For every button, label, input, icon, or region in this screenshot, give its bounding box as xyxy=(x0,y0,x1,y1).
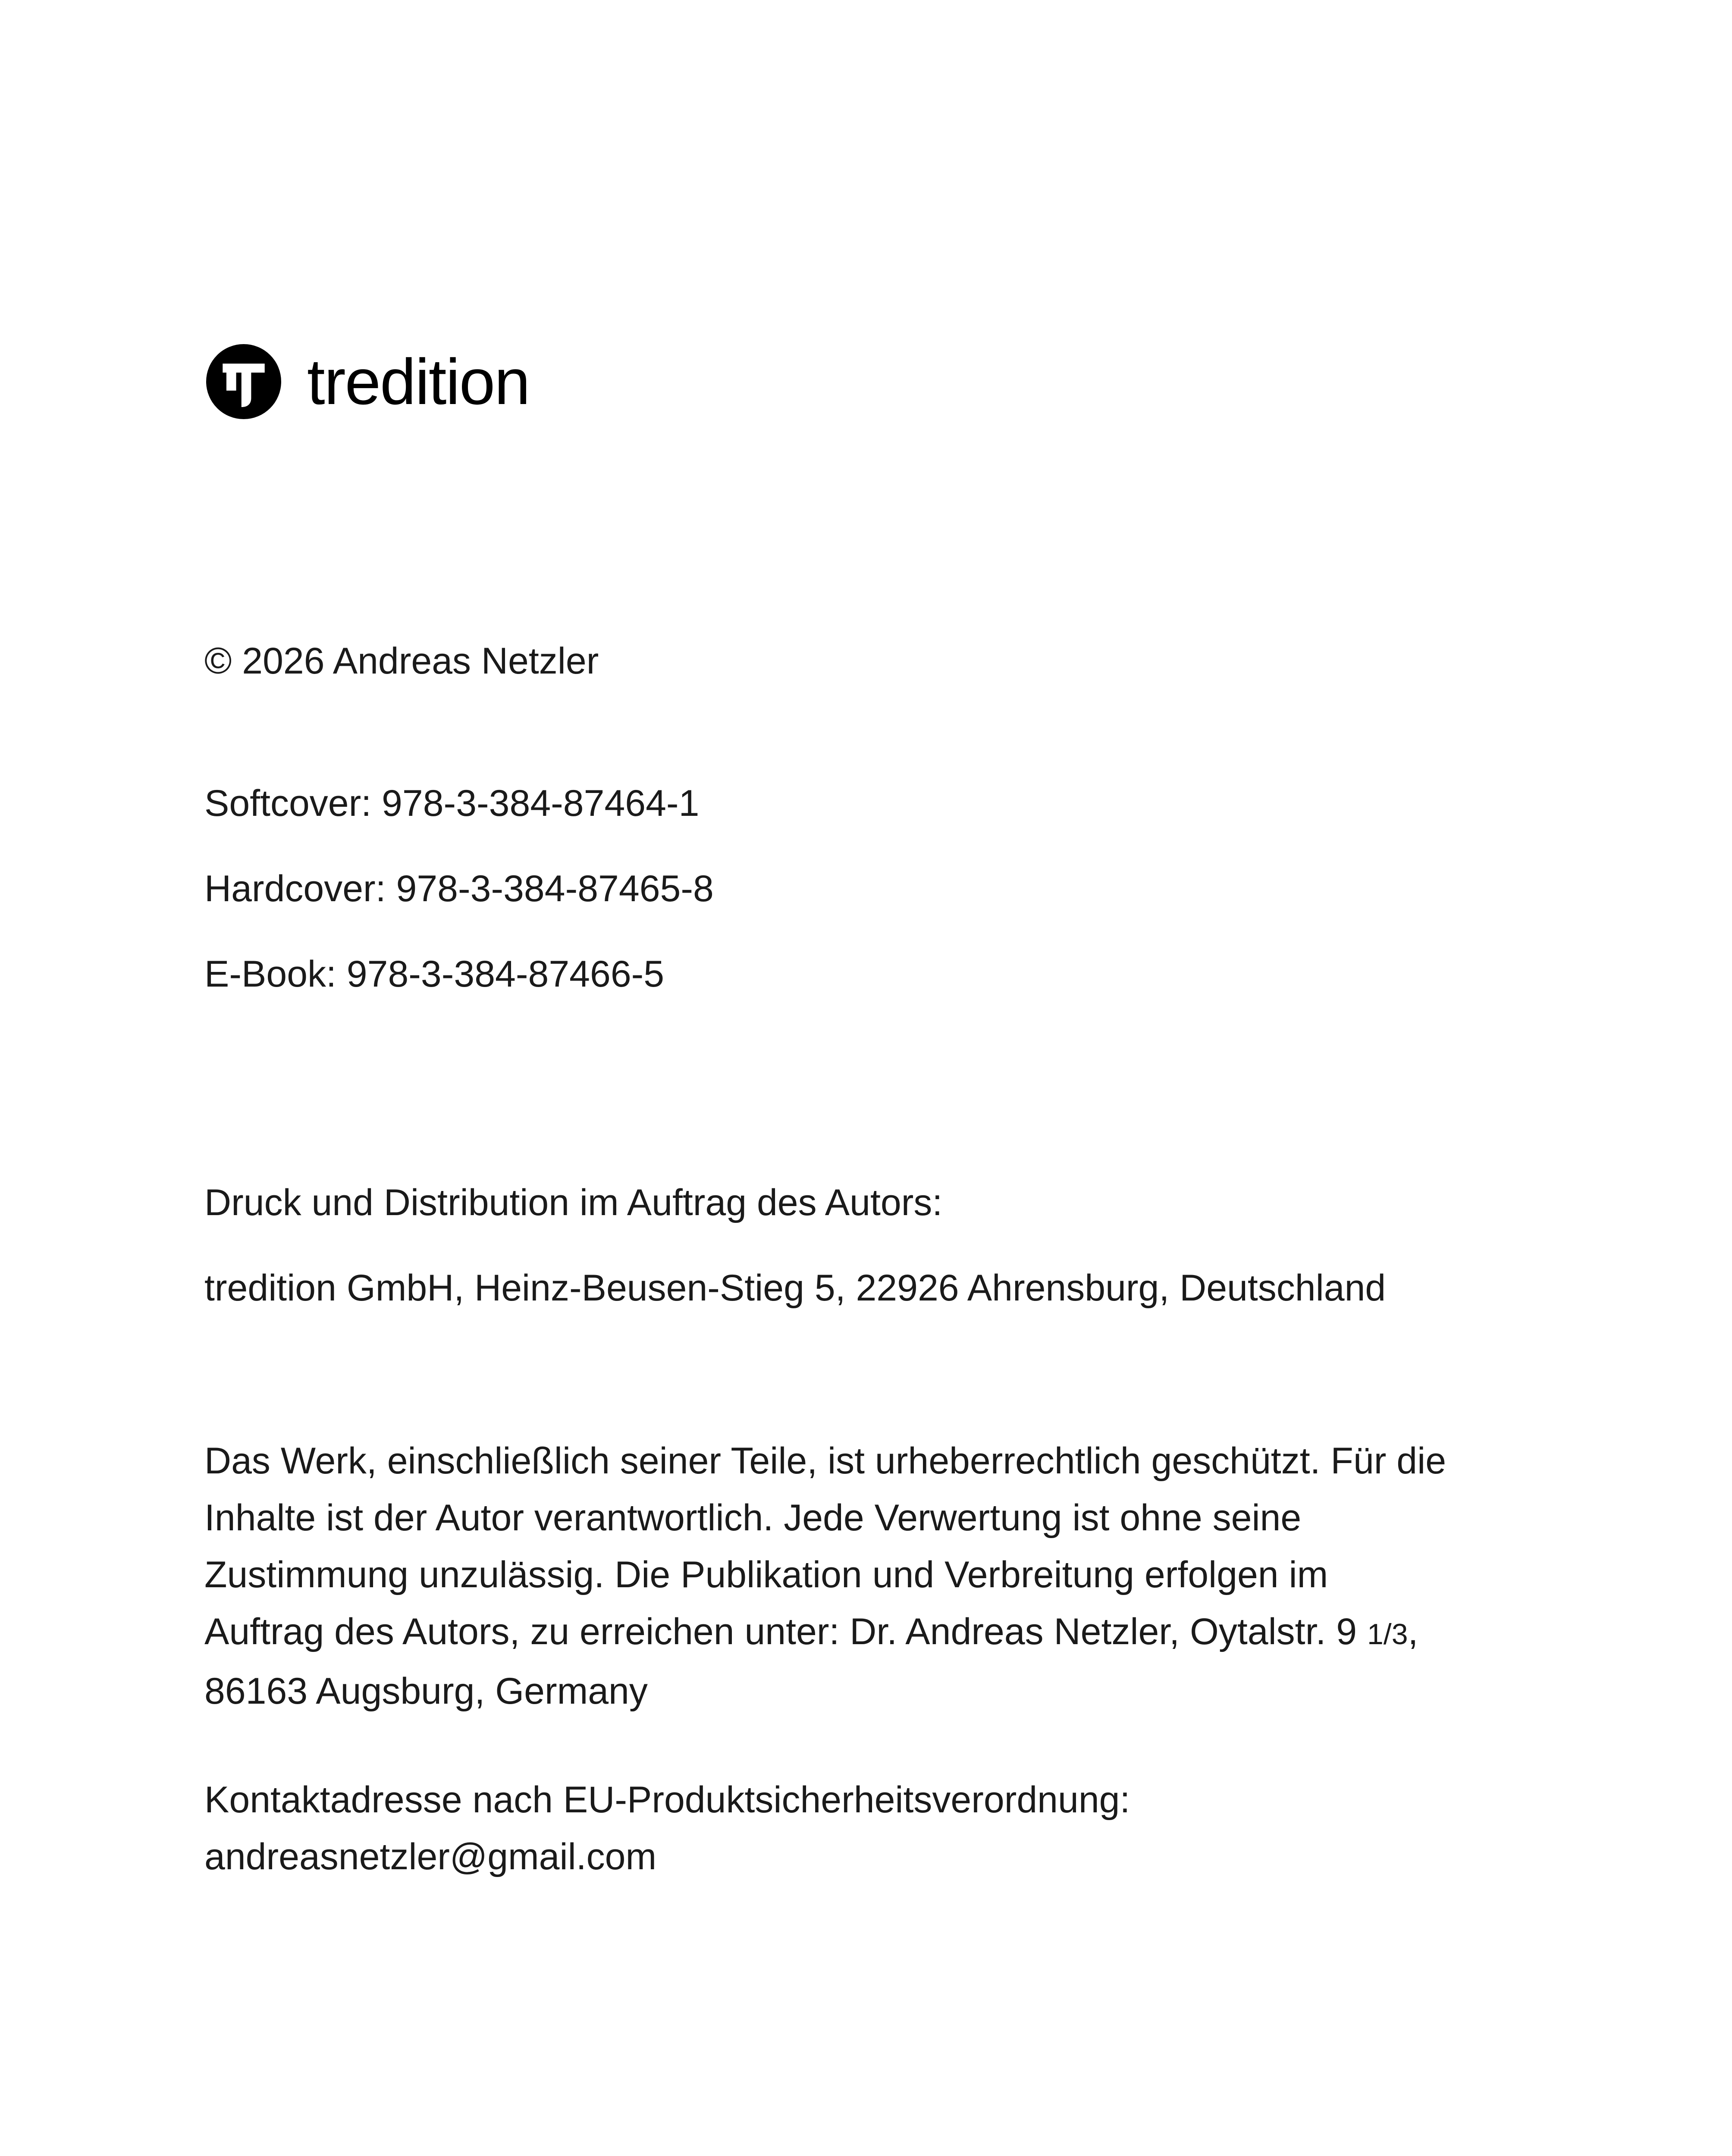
publisher-logo xyxy=(206,343,530,420)
legal-line xyxy=(204,1603,1585,1663)
isbn-hardcover: Hardcover: 978-3-384-87465-8 xyxy=(204,868,714,909)
contact-label: Kontaktadresse nach EU-Produktsicherheitsverordnung: xyxy=(204,1779,1130,1821)
distribution-address: tredition GmbH, Heinz-Beusen-Stieg 5, 22926 Ahrensburg, Deutschland xyxy=(204,1267,1386,1309)
legal-line-comma: , xyxy=(1408,1611,1418,1652)
legal-line: Das Werk, einschließlich seiner Teile, ist urheberrechtlich geschützt. Für die xyxy=(204,1440,1446,1482)
tredition-logo-icon xyxy=(206,344,281,419)
legal-line: 86163 Augsburg, Germany xyxy=(204,1670,648,1712)
isbn-ebook: E-Book: 978-3-384-87466-5 xyxy=(204,953,665,995)
isbn-softcover: Softcover: 978-3-384-87464-1 xyxy=(204,783,700,824)
logo-wordmark: tredition xyxy=(307,345,530,418)
legal-line-text: Auftrag des Autors, zu erreichen unter: Dr. Andreas Netzler, Oytalstr. 9 xyxy=(204,1611,1367,1652)
copyright-line: © 2026 Andreas Netzler xyxy=(204,640,599,682)
legal-line: Zustimmung unzulässig. Die Publikation und Verbreitung erfolgen im xyxy=(204,1554,1328,1595)
contact-email: andreasnetzler@gmail.com xyxy=(204,1836,657,1877)
contact-block xyxy=(204,1771,1585,1885)
legal-line: Inhalte ist der Autor verantwortlich. Jede Verwertung ist ohne seine xyxy=(204,1497,1302,1539)
house-number-fraction: 1/3 xyxy=(1367,1618,1408,1651)
legal-notice xyxy=(204,1432,1585,1720)
distribution-heading: Druck und Distribution im Auftrag des Autors: xyxy=(204,1182,943,1223)
